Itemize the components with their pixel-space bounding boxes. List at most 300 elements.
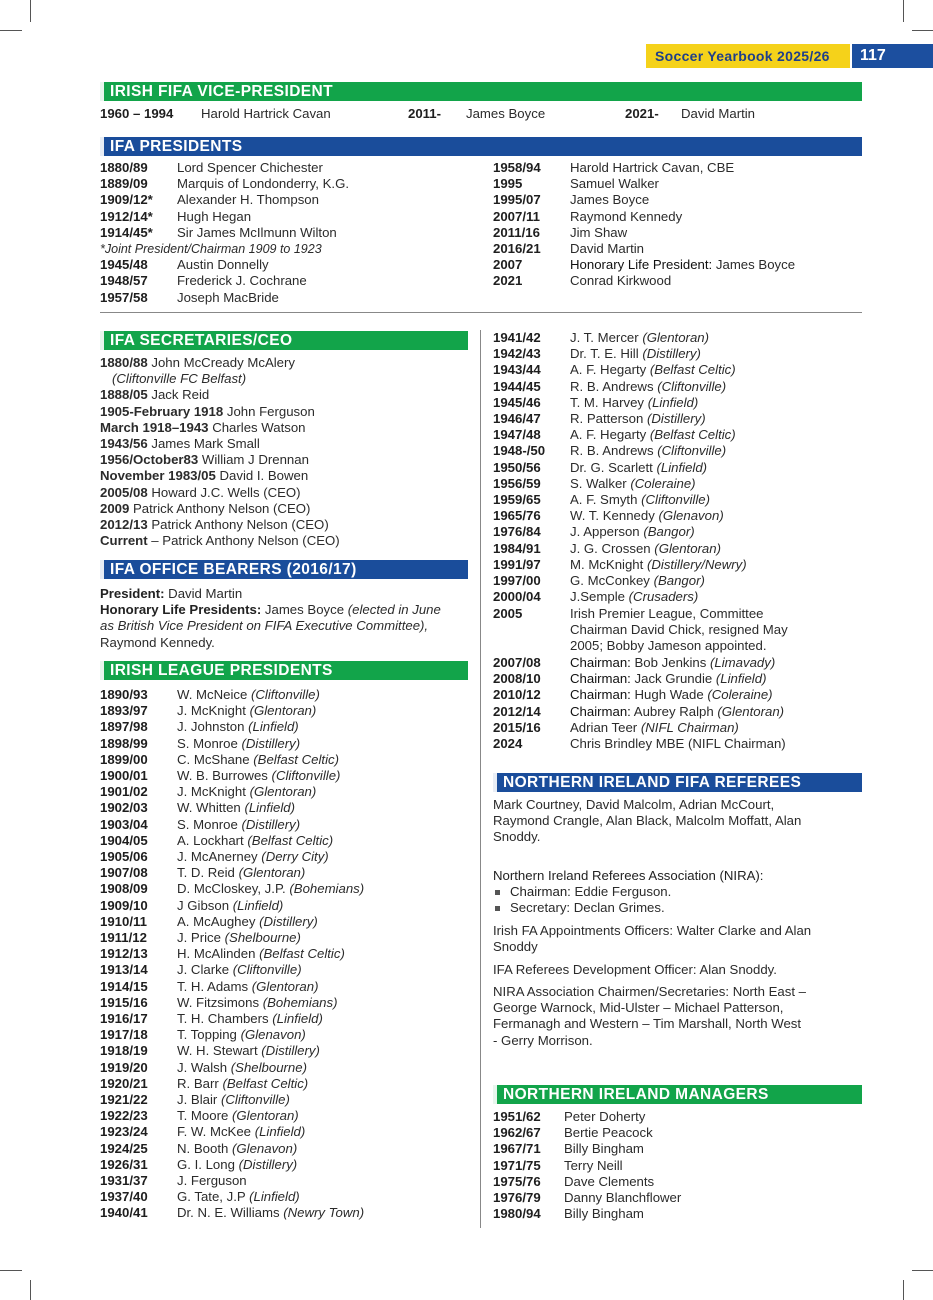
president-name: David Martin — [168, 586, 243, 601]
page-number: 117 — [852, 44, 933, 68]
club: (Bohemians) — [289, 881, 365, 897]
league-president-row — [100, 1173, 247, 1189]
name — [570, 476, 696, 492]
manager-row — [493, 1173, 655, 1190]
name — [570, 589, 698, 605]
club: (Bohemians) — [262, 994, 338, 1010]
person-name: Samuel Walker — [570, 176, 659, 192]
league-president-row — [493, 459, 708, 476]
club: (Distillery) — [259, 913, 318, 929]
person-name: R. Patterson — [570, 411, 644, 426]
label: Honorary Life President: — [570, 257, 713, 273]
secretary-row — [100, 420, 306, 436]
name — [177, 1189, 300, 1205]
section-title-managers: NORTHERN IRELAND MANAGERS — [493, 1085, 862, 1104]
name — [177, 881, 364, 897]
club: (Cliftonville) — [251, 687, 320, 702]
person-name: J. McAnerney — [177, 849, 258, 864]
person-name: J. Apperson — [570, 524, 640, 540]
years: 1898/99 — [100, 735, 148, 751]
name — [177, 817, 300, 833]
years: 1889/09 — [100, 176, 148, 192]
person-name: Jim Shaw — [570, 224, 628, 240]
name — [570, 508, 724, 524]
years: 2011- — [408, 106, 442, 121]
person-name: R. B. Andrews — [570, 443, 654, 459]
league-president-row — [493, 475, 696, 492]
manager-row — [493, 1109, 646, 1125]
club: (Cliftonville) — [271, 768, 341, 783]
years: 1960 – 1994 — [100, 106, 174, 121]
person-name: J Gibson — [177, 897, 230, 913]
years: 1905/06 — [100, 849, 148, 864]
years: 2024 — [493, 736, 523, 751]
development-block — [493, 962, 777, 978]
bullet-icon — [495, 890, 500, 895]
person-name: T. H. Chambers — [177, 1011, 269, 1026]
club: (Cliftonville) — [641, 492, 710, 507]
club: (Glentoran) — [642, 330, 710, 345]
club: (Distillery) — [241, 816, 301, 832]
appt-name: Walter Clarke and Alan — [676, 923, 812, 938]
years: 2021- — [625, 106, 659, 121]
name — [570, 362, 736, 378]
office-bearers-text — [100, 586, 470, 651]
league-president-row — [100, 816, 301, 833]
league-president-row — [100, 832, 334, 849]
league-president-row — [100, 897, 284, 914]
president-row — [493, 224, 628, 241]
person-name: Peter Doherty — [564, 1109, 646, 1124]
years: November 1983/05 — [100, 468, 216, 484]
name — [177, 865, 305, 881]
secretary-row — [100, 485, 301, 501]
person-name: T. H. Adams — [177, 978, 249, 994]
years: 1967/71 — [493, 1141, 541, 1157]
name — [570, 192, 649, 208]
years: 1888/05 — [100, 387, 148, 403]
person-name: Patrick Anthony Nelson (CEO) — [151, 517, 329, 532]
years: 1948/57 — [100, 273, 148, 289]
years: 1918/19 — [100, 1043, 148, 1059]
club: (Distillery) — [241, 735, 301, 751]
years: 1912/14* — [100, 208, 153, 224]
person-name: R. B. Andrews — [570, 378, 654, 394]
years: 1975/76 — [493, 1173, 541, 1189]
name — [177, 1157, 297, 1173]
years: 1911/12 — [100, 930, 147, 945]
vp-entry — [625, 106, 756, 122]
years: 1944/45 — [493, 378, 541, 394]
league-president-row — [100, 978, 319, 995]
league-president-row — [100, 962, 302, 978]
crop-mark — [912, 1270, 933, 1271]
league-president-row — [493, 540, 721, 557]
years: 1900/01 — [100, 768, 148, 783]
name — [177, 930, 301, 946]
person-name: Dave Clements — [564, 1173, 655, 1189]
years: 1984/91 — [493, 540, 541, 556]
club: (Bangor) — [653, 573, 705, 588]
text-line: - Gerry Morrison. — [493, 1032, 593, 1048]
dev-label: IFA Referees Development Officer: — [493, 962, 697, 977]
text-line: Chairman David Chick, resigned May — [570, 622, 788, 638]
years: 1914/45* — [100, 224, 153, 240]
text-line: Snoddy — [493, 939, 538, 955]
club: (Coleraine) — [707, 687, 773, 703]
person-name: Adrian Teer — [570, 719, 638, 735]
years: 2016/21 — [493, 241, 541, 256]
name — [177, 176, 349, 192]
person-name: Jack Grundie — [634, 671, 713, 687]
years: 2005/08 — [100, 484, 148, 500]
years: 1940/41 — [100, 1205, 148, 1221]
crop-mark — [903, 1280, 904, 1300]
club: (Shelbourne) — [224, 930, 301, 945]
league-president-row — [493, 589, 699, 605]
years: 1909/10 — [100, 897, 148, 913]
league-president-row — [100, 930, 301, 946]
name — [570, 524, 695, 540]
league-president-row — [493, 346, 701, 362]
name — [177, 160, 323, 176]
name — [177, 225, 337, 241]
league-president-row — [100, 768, 341, 784]
club: (Glenavon) — [232, 1140, 298, 1156]
years: 1907/08 — [100, 865, 148, 881]
league-chairman-row — [493, 703, 785, 720]
president-row — [100, 224, 337, 241]
league-president-row — [493, 330, 710, 346]
person-name: A. Lockhart — [177, 832, 244, 848]
name — [564, 1141, 644, 1157]
person-name: A. McAughey — [177, 913, 256, 929]
person-name: Chris Brindley MBE (NIFL Chairman) — [570, 736, 786, 751]
name — [570, 273, 671, 289]
person-name: David Martin — [570, 241, 645, 256]
club: (NIFL Chairman) — [640, 719, 739, 735]
club: (Limavady) — [710, 655, 776, 670]
club: (Distillery) — [261, 1043, 320, 1059]
league-president-row — [100, 1108, 299, 1124]
name — [570, 671, 766, 687]
person-name: G. Tate, J.P — [177, 1189, 246, 1205]
label: Chairman: — [570, 671, 631, 687]
years: 1948-/50 — [493, 443, 546, 459]
appt-label: Irish FA Appointments Officers: — [493, 923, 674, 938]
person-name: T. M. Harvey — [570, 394, 645, 410]
years: 1942/43 — [493, 346, 541, 362]
chair-name: Eddie Ferguson. — [574, 884, 672, 900]
name — [177, 979, 318, 995]
name — [177, 946, 345, 962]
person-name: Alexander H. Thompson — [177, 192, 319, 208]
person-name: C. McShane — [177, 751, 250, 767]
name — [570, 241, 644, 257]
years: 1995/07 — [493, 192, 541, 208]
name — [570, 655, 775, 671]
years: 1917/18 — [100, 1027, 148, 1043]
club: (Belfast Celtic) — [222, 1075, 309, 1091]
sec-label: Secretary: — [510, 900, 571, 916]
name — [177, 784, 316, 800]
league-president-row — [100, 703, 317, 719]
league-chairman-row — [493, 736, 786, 752]
name — [570, 573, 705, 589]
person-name: G. I. Long — [177, 1156, 235, 1172]
person-name: Aubrey Ralph — [633, 703, 714, 719]
person-name: J. Blair — [177, 1092, 218, 1107]
president-row — [100, 273, 307, 289]
years: 1919/20 — [100, 1059, 148, 1075]
years: 1976/84 — [493, 524, 541, 540]
years: 1904/05 — [100, 832, 148, 848]
years: 1965/76 — [493, 508, 541, 524]
person-name: John Ferguson — [226, 403, 315, 419]
name — [570, 257, 795, 273]
person-name: D. McCloskey, J.P. — [177, 881, 286, 897]
person-name: J. Walsh — [177, 1059, 228, 1075]
years: 1980/94 — [493, 1206, 541, 1222]
person-name: J.Semple — [570, 589, 625, 605]
years: 1924/25 — [100, 1140, 148, 1156]
person-name: S. Monroe — [177, 816, 238, 832]
club: (Cliftonville) — [657, 443, 727, 459]
club: (Glentoran) — [231, 1108, 299, 1124]
years: 1921/22 — [100, 1092, 148, 1107]
league-president-row — [100, 1075, 309, 1092]
league-2005-text — [570, 606, 788, 655]
club: (Cliftonville) — [220, 1092, 290, 1107]
crop-mark — [912, 30, 933, 31]
secretary-row — [100, 387, 209, 403]
name — [570, 209, 682, 225]
president-row — [493, 273, 672, 289]
years: 1959/65 — [493, 492, 541, 507]
person-name: James Mark Small — [151, 436, 260, 451]
president-row — [493, 160, 735, 176]
name — [570, 541, 721, 557]
club: (Linfield) — [249, 1189, 300, 1205]
name — [177, 898, 283, 914]
person-name: Dr. T. E. Hill — [570, 346, 639, 362]
secretary-row — [112, 371, 246, 387]
years: 1893/97 — [100, 703, 148, 719]
person-name: H. McAlinden — [177, 946, 256, 962]
section-title-office-bearers: IFA OFFICE BEARERS (2016/17) — [100, 560, 468, 579]
years: 1897/98 — [100, 719, 148, 735]
name — [177, 209, 251, 225]
years: 1905-February 1918 — [100, 403, 224, 419]
text-line: Irish Premier League, Committee — [570, 606, 764, 621]
club: (Distillery) — [646, 411, 706, 426]
president-row — [493, 208, 683, 225]
appointments-block — [493, 923, 811, 955]
person-name: T. Topping — [177, 1027, 237, 1043]
club: (Distillery) — [238, 1156, 298, 1172]
years: 1910/11 — [100, 913, 147, 929]
name — [177, 752, 339, 768]
person-name: W. B. Burrowes — [177, 768, 268, 783]
years: 1913/14 — [100, 962, 148, 978]
person-name: Austin Donnelly — [177, 257, 269, 273]
hlp-name: James Boyce — [264, 602, 345, 618]
president-label: President: — [100, 586, 165, 601]
name — [177, 1124, 305, 1140]
name — [177, 995, 338, 1011]
league-chairman-row — [493, 655, 776, 671]
name — [177, 1027, 306, 1043]
person-name: Raymond Kennedy — [570, 208, 683, 224]
crop-mark — [0, 1270, 22, 1271]
name — [570, 411, 706, 427]
name — [177, 1011, 323, 1027]
person-name: Lord Spencer Chichester — [177, 160, 323, 175]
name — [177, 914, 318, 930]
name — [177, 1060, 307, 1076]
name — [564, 1109, 645, 1125]
president-row — [100, 160, 323, 176]
nira2-name: North East – — [732, 984, 806, 999]
nira2-label: NIRA Association Chairmen/Secretaries: — [493, 984, 730, 999]
club: (Cliftonville) — [232, 962, 302, 978]
section-title-referees: NORTHERN IRELAND FIFA REFEREES — [493, 773, 862, 792]
name — [177, 1108, 299, 1124]
league-president-row — [100, 881, 365, 897]
person-name: F. W. McKee — [177, 1124, 252, 1140]
label: Chairman: — [570, 703, 631, 719]
club: (Bangor) — [643, 524, 695, 540]
league-president-row — [100, 1156, 298, 1173]
person-name: Hugh Wade — [634, 687, 704, 703]
years: 1901/02 — [100, 784, 148, 800]
secretary-row — [100, 355, 295, 371]
years: 1908/09 — [100, 881, 148, 897]
years: 1903/04 — [100, 816, 148, 832]
league-president-row — [493, 427, 736, 443]
president-row — [493, 241, 645, 257]
years: 1912/13 — [100, 946, 148, 962]
joint-president-note: *Joint President/Chairman 1909 to 1923 — [100, 242, 322, 256]
league-president-row — [100, 735, 301, 752]
column-divider — [480, 330, 481, 1228]
name — [564, 1158, 623, 1174]
years: 1902/03 — [100, 800, 148, 816]
years: 1923/24 — [100, 1124, 148, 1140]
secretary-row — [100, 468, 308, 484]
club: (Linfield) — [244, 800, 296, 816]
league-president-row — [100, 719, 299, 735]
name: David Martin — [681, 106, 756, 121]
name — [570, 395, 698, 411]
club: (Newry Town) — [283, 1205, 365, 1221]
name — [177, 703, 316, 719]
hlp-note-2: as British Vice President on FIFA Executive Committee), — [100, 618, 429, 634]
person-name: Howard J.C. Wells (CEO) — [151, 484, 301, 500]
club: (Glentoran) — [251, 978, 319, 994]
person-name: J. McKnight — [177, 784, 246, 800]
person-name: T. Moore — [177, 1108, 229, 1124]
league-president-row — [100, 1059, 307, 1076]
club: (Distillery/Newry) — [646, 556, 747, 572]
name — [564, 1206, 644, 1222]
league-president-row — [100, 1140, 298, 1157]
text-line: Snoddy. — [493, 829, 541, 845]
person-name: J. Price — [177, 930, 221, 945]
years: 1947/48 — [493, 427, 541, 443]
secretary-row — [100, 436, 260, 452]
chair-label: Chairman: — [510, 884, 571, 900]
name — [564, 1190, 681, 1206]
years: 1995 — [493, 176, 523, 192]
league-president-row — [100, 687, 320, 703]
years: 1962/67 — [493, 1125, 541, 1141]
years: 2007/11 — [493, 208, 540, 224]
name — [570, 704, 784, 720]
person-name: Charles Watson — [212, 419, 306, 435]
label: Chairman: — [570, 655, 631, 670]
league-president-row — [100, 849, 329, 865]
person-name: W. McNeice — [177, 687, 248, 702]
league-president-row — [100, 751, 339, 768]
years: 2007 — [493, 257, 523, 273]
club: (Glentoran) — [249, 784, 317, 800]
bullet-icon — [495, 906, 500, 911]
nira-block — [493, 868, 763, 917]
name — [570, 160, 734, 176]
crop-mark — [0, 30, 22, 31]
name — [570, 176, 659, 192]
club: (Shelbourne) — [230, 1059, 307, 1075]
crop-mark — [30, 1280, 31, 1300]
years: 1957/58 — [100, 289, 148, 305]
club: (Belfast Celtic) — [259, 946, 345, 962]
league-president-row — [493, 556, 747, 573]
league-president-row — [493, 443, 727, 459]
league-president-row — [100, 1043, 320, 1059]
name — [177, 290, 279, 306]
league-president-row — [100, 865, 306, 881]
name — [177, 1205, 364, 1221]
league-chairman-row — [493, 719, 739, 736]
person-name: Bertie Peacock — [564, 1125, 653, 1141]
name — [177, 768, 340, 784]
nira-chairmen-block — [493, 984, 806, 1049]
years: 1956/October83 — [100, 452, 199, 468]
name — [177, 736, 300, 752]
league-president-row — [100, 1092, 290, 1108]
person-name: Sir James McIlmunn Wilton — [177, 224, 337, 240]
name — [177, 1092, 290, 1108]
section-title-fifa-vp: IRISH FIFA VICE-PRESIDENT — [100, 82, 862, 101]
league-president-row — [493, 492, 710, 508]
years: 2007/08 — [493, 655, 541, 670]
manager-row — [493, 1206, 644, 1222]
person-name: Dr. G. Scarlett — [570, 459, 653, 475]
name: Harold Hartrick Cavan — [201, 106, 331, 121]
secretary-row — [100, 533, 340, 549]
league-president-row — [100, 994, 338, 1011]
manager-row — [493, 1190, 682, 1206]
years: 1991/97 — [493, 556, 541, 572]
club: (Glenavon) — [240, 1027, 306, 1043]
text-line: George Warnock, Mid-Ulster – Michael Patterson, — [493, 1000, 784, 1016]
club: (Linfield) — [656, 459, 708, 475]
name — [177, 273, 307, 289]
years: 1916/17 — [100, 1011, 148, 1026]
hlp-label: Honorary Life Presidents: — [100, 602, 262, 618]
secretary-row — [100, 517, 329, 533]
